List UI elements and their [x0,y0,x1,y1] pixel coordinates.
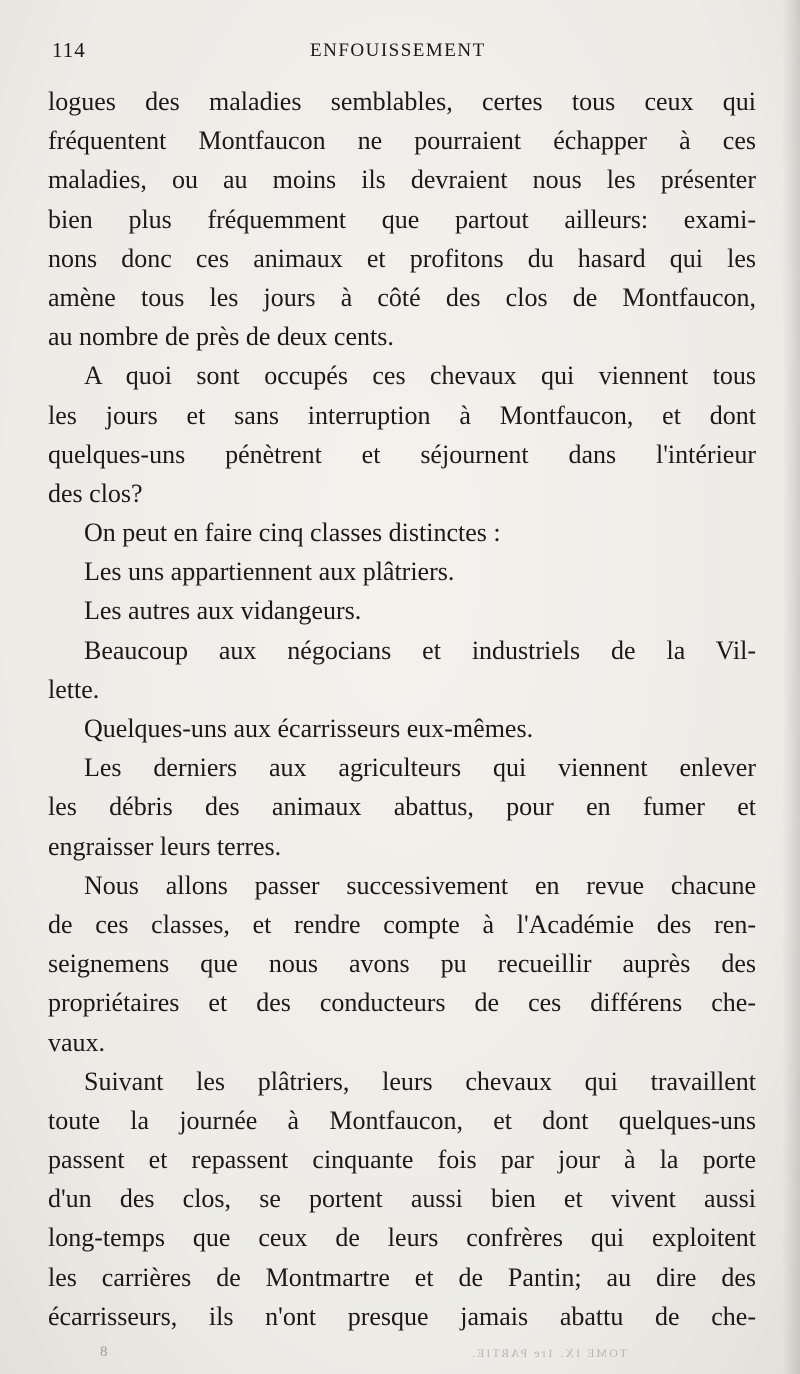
text-line: logues des maladies semblables, certes tous ceux qui [48,87,756,116]
text-line: de ces classes, et rendre compte à l'Académie des ren- [48,909,756,939]
page-header [52,38,752,74]
paragraph-start: Quelques-uns aux écarrisseurs eux-mêmes. [84,714,534,743]
paragraph-start: Les autres aux vidangeurs. [84,596,362,626]
paragraph-start: Les derniers aux agriculteurs qui viennent enlever [84,753,756,783]
paragraph-start: On peut en faire cinq classes distinctes : [84,518,501,548]
bleed-through-text: TOME IX. 1re PARTIE. [470,1346,627,1360]
text-line: seignemens que nous avons pu recueillir auprès des [48,949,756,979]
text-line: écarrisseurs, ils n'ont presque jamais abattu de che- [48,1301,756,1331]
text-line: quelques-uns pénètrent et séjournent dans l'intérieur [48,439,756,469]
paragraph-start: Beaucoup aux négocians et industriels de la Vil- [84,635,756,665]
text-line: engraisser leurs terres. [48,831,282,861]
paragraph-start: Suivant les plâtriers, leurs chevaux qui travaillent [84,1066,756,1096]
text-line: les débris des animaux abattus, pour en fumer et [48,792,756,822]
text-line: les jours et sans interruption à Montfaucon, et dont [48,400,756,430]
text-line: lette. [48,674,100,704]
text-line: au nombre de près de deux cents. [48,322,394,352]
text-line: fréquentent Montfaucon ne pourraient échapper à ces [48,126,756,156]
text-line: les carrières de Montmartre et de Pantin; au dire des [48,1262,756,1292]
text-line: toute la journée à Montfaucon, et dont quelques-uns [48,1105,756,1135]
text-line: vaux. [48,1027,106,1057]
text-line: bien plus fréquemment que partout ailleurs: exami- [48,204,756,234]
text-line: des clos? [48,478,143,508]
signature-mark: 8 [100,1344,108,1360]
text-line: passent et repassent cinquante fois par jour à la porte [48,1145,756,1175]
text-line: nons donc ces animaux et profitons du hasard qui les [48,243,756,273]
body-text [48,82,756,1336]
text-line: long-temps que ceux de leurs confrères qui exploitent [48,1223,756,1253]
paragraph-start: Nous allons passer successivement en revue chacune [84,870,756,900]
text-line: maladies, ou au moins ils devraient nous les présenter [48,165,756,195]
page-edge-shadow [782,0,800,1374]
page-number: 114 [52,38,86,62]
paragraph-start: A quoi sont occupés ces chevaux qui viennent tous [84,361,756,391]
running-head: ENFOUISSEMENT [310,40,486,61]
text-line: d'un des clos, se portent aussi bien et vivent aussi [48,1184,756,1214]
paragraph-start: Les uns appartiennent aux plâtriers. [84,557,455,587]
text-line: propriétaires et des conducteurs de ces différens che- [48,988,756,1018]
text-line: amène tous les jours à côté des clos de Montfaucon, [48,282,756,312]
